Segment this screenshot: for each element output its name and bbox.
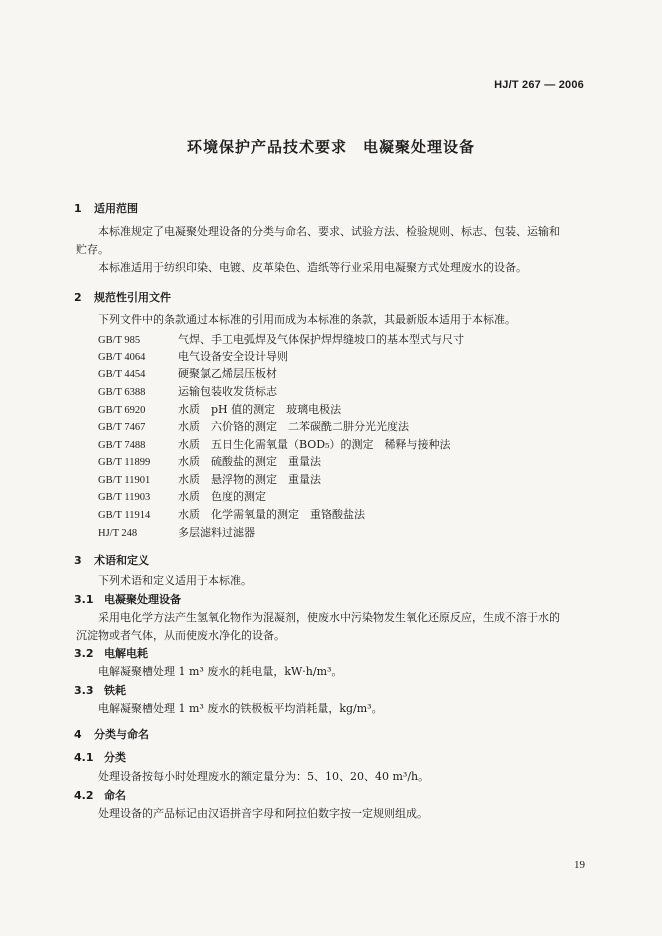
document-title: 环境保护产品技术要求 电凝聚处理设备: [186, 138, 475, 156]
reference-name: 水质 pH 值的测定 玻璃电极法: [178, 403, 342, 416]
clause-4-2-text: 处理设备的产品标记由汉语拼音字母和阿拉伯数字按一定规则组成。: [98, 807, 428, 820]
section-number: 4: [74, 728, 82, 741]
section-3-heading: [74, 552, 149, 568]
reference-name: 水质 硫酸盐的测定 重量法: [178, 455, 321, 468]
reference-row: [98, 453, 321, 469]
reference-name: 水质 色度的测定: [178, 490, 266, 503]
section-number: 1: [74, 202, 82, 215]
section-title: 分类与命名: [94, 728, 149, 741]
reference-row: [98, 401, 341, 417]
reference-code: GB/T 985: [98, 335, 141, 346]
clause-4-1-text: 处理设备按每小时处理废水的额定量分为：5、10、20、40 m³/h。: [98, 770, 430, 783]
section-number: 2: [74, 291, 82, 304]
term-3-3-heading: [74, 682, 126, 698]
reference-row: [98, 436, 451, 452]
term-3-3-text: 电解凝聚槽处理 1 m³ 废水的铁极板平均消耗量，kg/m³。: [98, 702, 383, 715]
clause-title: 命名: [104, 789, 126, 802]
clause-number: 3.1: [74, 593, 94, 606]
term-3-2-text: 电解凝聚槽处理 1 m³ 废水的耗电量，kW·h/m³。: [98, 665, 343, 678]
reference-code: GB/T 11899: [98, 457, 151, 468]
clause-title: 电凝聚处理设备: [104, 593, 181, 606]
references-intro: 下列文件中的条款通过本标准的引用而成为本标准的条款，其最新版本适用于本标准。: [98, 313, 516, 326]
scope-line-2: 贮存。: [76, 243, 109, 256]
reference-code: HJ/T 248: [98, 528, 138, 539]
reference-row: [98, 418, 409, 434]
reference-code: GB/T 11903: [98, 492, 151, 503]
scope-paragraph-2: 本标准适用于纺织印染、电镀、皮革染色、造纸等行业采用电凝聚方式处理废水的设备。: [98, 261, 527, 274]
reference-code: GB/T 4454: [98, 369, 146, 380]
reference-row: [98, 383, 277, 399]
reference-name: 水质 六价铬的测定 二苯碳酰二肼分光光度法: [178, 420, 409, 433]
reference-row: [98, 471, 321, 487]
section-1-heading: [74, 200, 138, 216]
reference-code: GB/T 7488: [98, 440, 146, 451]
clause-4-1-heading: [74, 749, 126, 765]
reference-code: GB/T 6388: [98, 387, 146, 398]
reference-name: 硬聚氯乙烯层压板材: [178, 367, 277, 380]
reference-row: [98, 506, 365, 522]
page-number: 19: [574, 859, 585, 871]
term-3-1-line-1: 采用电化学方法产生氢氧化物作为混凝剂，使废水中污染物发生氧化还原反应，生成不溶于水的: [98, 611, 560, 624]
reference-name: 运输包装收发货标志: [178, 385, 277, 398]
reference-name: 水质 悬浮物的测定 重量法: [178, 473, 321, 486]
reference-name: 多层滤料过滤器: [178, 526, 255, 539]
clause-title: 铁耗: [104, 684, 126, 697]
scope-line-1: 本标准规定了电凝聚处理设备的分类与命名、要求、试验方法、检验规则、标志、包装、运输和: [98, 225, 560, 238]
reference-code: GB/T 6920: [98, 405, 146, 416]
section-4-heading: [74, 726, 149, 742]
reference-code: GB/T 11901: [98, 475, 151, 486]
clause-number: 3.2: [74, 647, 94, 660]
section-2-heading: [74, 289, 171, 305]
reference-name: 气焊、手工电弧焊及气体保护焊焊缝坡口的基本型式与尺寸: [178, 333, 464, 346]
reference-row: [98, 348, 288, 364]
reference-name: 水质 五日生化需氧量（BOD₅）的测定 稀释与接种法: [178, 438, 451, 451]
section-title: 规范性引用文件: [94, 291, 171, 304]
reference-row: [98, 488, 266, 504]
reference-name: 水质 化学需氧量的测定 重铬酸盐法: [178, 508, 365, 521]
reference-row: [98, 524, 255, 540]
reference-code: GB/T 4064: [98, 352, 146, 363]
term-3-1-line-2: 沉淀物或者气体，从而使废水净化的设备。: [76, 629, 285, 642]
clause-number: 3.3: [74, 684, 94, 697]
terms-intro: 下列术语和定义适用于本标准。: [98, 574, 252, 587]
clause-title: 分类: [104, 751, 126, 764]
section-number: 3: [74, 554, 82, 567]
standard-code: HJ/T 267 — 2006: [494, 79, 584, 91]
term-3-2-heading: [74, 645, 148, 661]
reference-name: 电气设备安全设计导则: [178, 350, 288, 363]
clause-title: 电解电耗: [104, 647, 148, 660]
reference-row: [98, 365, 277, 381]
reference-code: GB/T 7467: [98, 422, 146, 433]
clause-number: 4.2: [74, 789, 94, 802]
section-title: 术语和定义: [94, 554, 149, 567]
reference-row: [98, 331, 464, 347]
term-3-1-heading: [74, 591, 181, 607]
clause-4-2-heading: [74, 787, 126, 803]
reference-code: GB/T 11914: [98, 510, 151, 521]
clause-number: 4.1: [74, 751, 94, 764]
section-title: 适用范围: [94, 202, 138, 215]
